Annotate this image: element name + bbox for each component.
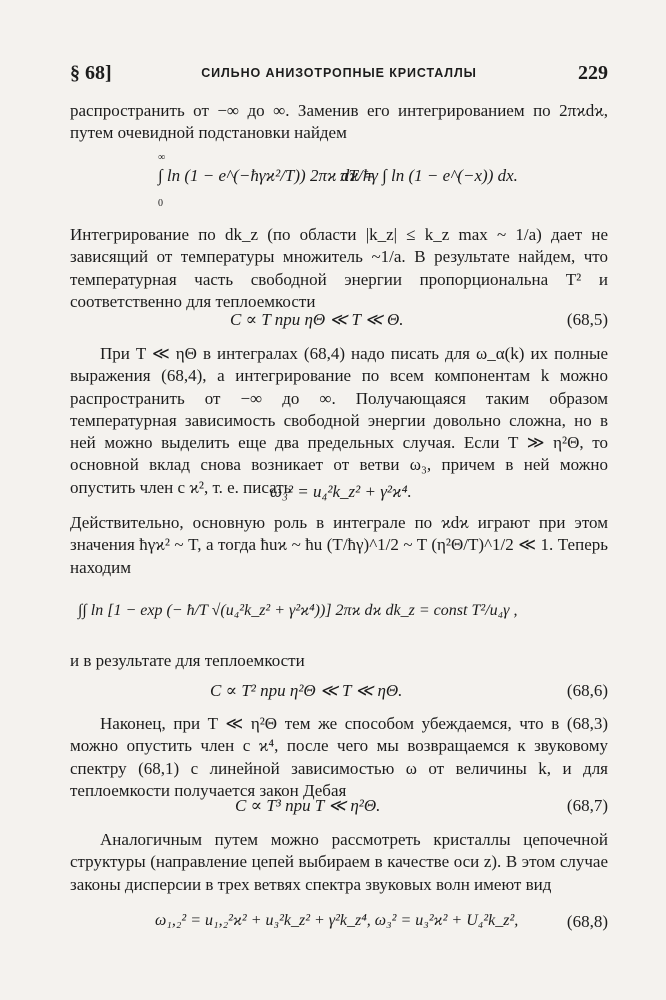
- equation-68-6-number: (68,6): [566, 681, 608, 700]
- equation-omega3: [70, 482, 608, 512]
- equation-68-5: [70, 310, 608, 340]
- equation-68-8-number: (68,8): [566, 912, 608, 931]
- equation-68-7-formula: C ∝ T³ при T ≪ η²Θ.: [235, 796, 381, 815]
- chapter-title: СИЛЬНО АНИЗОТРОПНЫЕ КРИСТАЛЛЫ: [201, 66, 477, 80]
- equation-1: [70, 152, 608, 216]
- integral-lower-limit: 0: [158, 198, 163, 209]
- paragraph-5: и в результате для теплоемкости: [70, 651, 305, 670]
- paragraph-2: Интегрирование по dk_z (по области |k_z| ≤ k_z max ~ 1/a) дает не зависящий от температуры множитель ~1/a. В результате найдем, что температурная часть свободной энергии пропорциональна T² и соответственно для теплоемкости: [70, 225, 608, 311]
- equation-68-7: [70, 796, 608, 826]
- equation-68-6-formula: C ∝ T² при η²Θ ≪ T ≪ ηΘ.: [210, 681, 403, 700]
- page-number: 229: [578, 62, 608, 84]
- equation-68-6: [70, 681, 608, 711]
- equation-68-5-number: (68,5): [566, 310, 608, 329]
- paragraph-3: При T ≪ ηΘ в интегралах (68,4) надо писать для ω_α(k) их полные выражения (68,4), а интегрирование по всем компонентам k можно распространить от −∞ до ∞. Получающаяся таким образом температурная зависимость свободной энергии довольно сложна, но в ней можно выделить еще два предельных случая. Если T ≫ η²Θ, то основной вклад снова возникает от ветви ω₃, причем в ней можно опустить член с ϰ², т. е. писать: [70, 344, 608, 497]
- paragraph-7: Аналогичным путем можно рассмотреть кристаллы цепочечной структуры (направление цепей выбираем в качестве оси z). В этом случае законы дисперсии в трех ветвях спектра звуковых волн имеют вид: [70, 830, 608, 894]
- equation-omega3-formula: ω₃² = u₄²k_z² + γ²ϰ⁴.: [270, 482, 412, 501]
- equation-68-7-number: (68,7): [566, 796, 608, 815]
- equation-68-5-formula: C ∝ T при ηΘ ≪ T ≪ Θ.: [230, 310, 404, 329]
- paragraph-4: Действительно, основную роль в интеграле по ϰdϰ играют при этом значения ħγϰ² ~ T, а тогда ħuϰ ~ ħu (T/ħγ)^1/2 ~ T (η²Θ/T)^1/2 ≪ 1. Теперь находим: [70, 513, 608, 577]
- equation-1-rhs: πT/ħγ ∫ ln (1 − e^(−x)) dx.: [340, 166, 518, 185]
- running-header: [70, 62, 608, 92]
- equation-68-8-formula: ω₁,₂² = u₁,₂²ϰ² + u₃²k_z² + γ²k_z⁴, ω₃² = u₃²ϰ² + U₄²k_z²,: [155, 912, 519, 929]
- equation-double-integral: [70, 590, 608, 638]
- paragraph-6: Наконец, при T ≪ η²Θ тем же способом убеждаемся, что в (68,3) можно опустить член с ϰ⁴, после чего мы возвращаемся к звуковому спектру (68,1) с линейной зависимостью ω от величины k, и для теплоемкости получается закон Дебая: [70, 714, 608, 800]
- integral-upper-limit: ∞: [158, 152, 166, 163]
- paragraph-1: распространить от −∞ до ∞. Заменив его интегрированием по 2πϰdϰ, путем очевидной подстановки найдем: [70, 101, 608, 143]
- equation-double-integral-formula: ∫∫ ln [1 − exp (− ħ/T √(u₄²k_z² + γ²ϰ⁴))] 2πϰ dϰ dk_z = const T²/u₄γ ,: [78, 602, 518, 619]
- equation-1-lhs: ∫ ln (1 − e^(−ħγϰ²/T)) 2πϰ dϰ =: [158, 166, 375, 185]
- equation-68-8: [70, 912, 608, 942]
- section-marker: § 68]: [70, 62, 112, 84]
